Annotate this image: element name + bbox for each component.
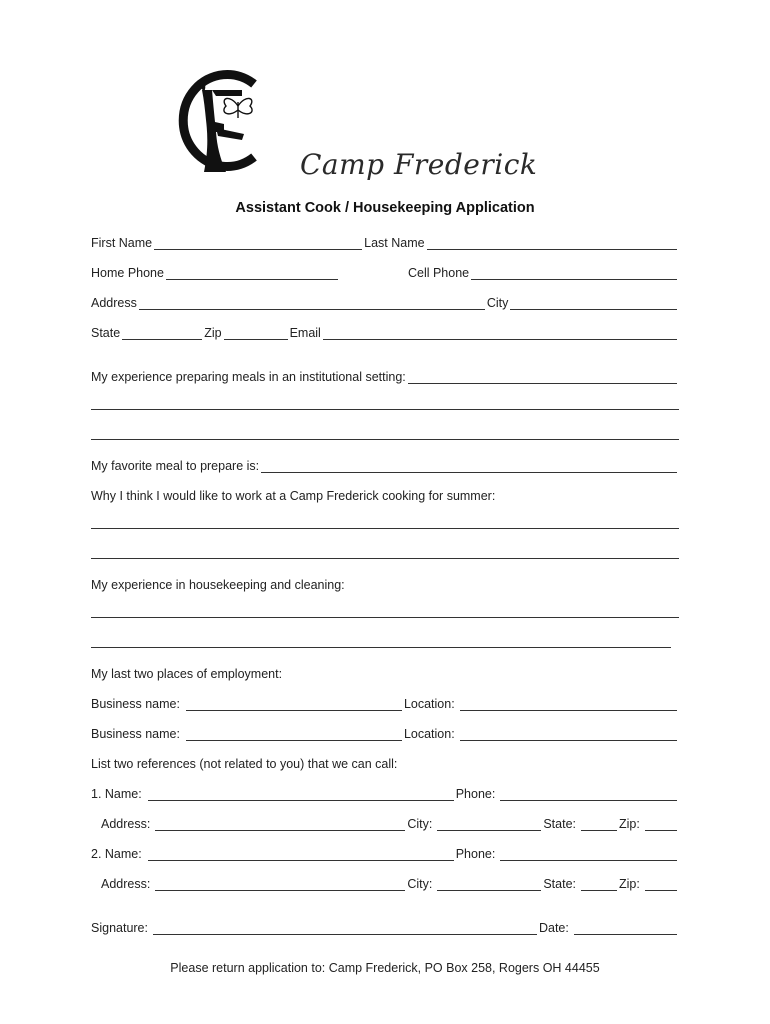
first-name-field[interactable] (154, 236, 362, 250)
home-phone-label: Home Phone (91, 266, 164, 280)
email-field[interactable] (323, 326, 677, 340)
housekeeping-row (91, 574, 679, 592)
business-name-field[interactable] (186, 697, 402, 711)
institutional-question: My experience preparing meals in an institutional setting: (91, 370, 406, 384)
reference-zip-field[interactable] (645, 817, 677, 831)
favorite-meal-question: My favorite meal to prepare is: (91, 459, 260, 473)
tree-butterfly-logo-icon (162, 62, 272, 177)
signature-label: Signature: (91, 921, 148, 935)
employment-heading-row (91, 663, 679, 681)
address-label: Address (91, 296, 137, 310)
signature-field[interactable] (153, 921, 537, 935)
phone-row (91, 262, 679, 280)
state-field[interactable] (122, 326, 202, 340)
why-work-answer-line[interactable] (91, 528, 679, 529)
institutional-answer-line[interactable] (91, 439, 679, 440)
last-name-field[interactable] (427, 236, 677, 250)
business-row-2 (91, 723, 679, 741)
home-phone-field[interactable] (166, 266, 338, 280)
reference-phone-field[interactable] (500, 847, 677, 861)
address-row (91, 292, 679, 310)
cell-phone-label: Cell Phone (407, 266, 470, 280)
business-name-field[interactable] (186, 727, 402, 741)
reference-name-label: 1. Name: (91, 787, 142, 801)
camp-logo (162, 62, 272, 177)
references-heading-row (91, 753, 679, 771)
form-title: Assistant Cook / Housekeeping Application (235, 200, 535, 216)
employment-heading: My last two places of employment: (91, 667, 283, 681)
reference-2-name-row (91, 843, 679, 861)
reference-1-name-row (91, 783, 679, 801)
location-label: Location: (403, 727, 455, 741)
housekeeping-answer-line[interactable] (91, 617, 679, 618)
institutional-row (91, 366, 679, 384)
reference-address-field[interactable] (155, 877, 405, 891)
reference-name-field[interactable] (148, 787, 454, 801)
reference-address-field[interactable] (155, 817, 405, 831)
favorite-meal-row (91, 455, 679, 473)
housekeeping-answer-line[interactable] (91, 647, 671, 648)
reference-name-label: 2. Name: (91, 847, 142, 861)
business-name-label: Business name: (91, 727, 180, 741)
reference-city-label: City: (407, 817, 433, 831)
favorite-meal-field[interactable] (261, 459, 677, 473)
address-field[interactable] (139, 296, 485, 310)
housekeeping-question: My experience in housekeeping and cleaning: (91, 578, 345, 592)
state-label: State (91, 326, 121, 340)
why-work-answer-line[interactable] (91, 558, 679, 559)
camp-name-title: Camp Frederick (300, 148, 538, 181)
reference-city-field[interactable] (437, 877, 541, 891)
reference-zip-label: Zip: (619, 817, 640, 831)
date-field[interactable] (574, 921, 677, 935)
business-row-1 (91, 693, 679, 711)
reference-city-label: City: (407, 877, 433, 891)
reference-phone-label: Phone: (455, 847, 496, 861)
reference-city-field[interactable] (437, 817, 541, 831)
city-field[interactable] (510, 296, 677, 310)
reference-phone-field[interactable] (500, 787, 677, 801)
reference-state-field[interactable] (581, 877, 617, 891)
first-name-label: First Name (91, 236, 153, 250)
name-row (91, 232, 679, 250)
reference-2-address-row (101, 873, 679, 891)
reference-address-label: Address: (101, 817, 151, 831)
why-work-question: Why I think I would like to work at a Camp Frederick cooking for summer: (91, 489, 496, 503)
why-work-row (91, 485, 679, 503)
zip-field[interactable] (224, 326, 288, 340)
return-address-footer: Please return application to: Camp Frederick, PO Box 258, Rogers OH 44455 (170, 961, 600, 975)
references-heading: List two references (not related to you) that we can call: (91, 757, 398, 771)
cell-phone-field[interactable] (471, 266, 677, 280)
institutional-answer-line[interactable] (91, 409, 679, 410)
reference-phone-label: Phone: (455, 787, 496, 801)
signature-row (91, 917, 679, 935)
reference-1-address-row (101, 813, 679, 831)
reference-state-label: State: (543, 817, 577, 831)
date-label: Date: (538, 921, 569, 935)
email-label: Email (289, 326, 321, 340)
location-label: Location: (403, 697, 455, 711)
state-zip-email-row (91, 322, 679, 340)
reference-state-field[interactable] (581, 817, 617, 831)
city-label: City (486, 296, 509, 310)
zip-label: Zip (204, 326, 222, 340)
business-name-label: Business name: (91, 697, 180, 711)
reference-name-field[interactable] (148, 847, 454, 861)
location-field[interactable] (460, 727, 677, 741)
last-name-label: Last Name (364, 236, 425, 250)
reference-address-label: Address: (101, 877, 151, 891)
location-field[interactable] (460, 697, 677, 711)
reference-zip-field[interactable] (645, 877, 677, 891)
reference-zip-label: Zip: (619, 877, 640, 891)
institutional-answer-field[interactable] (408, 370, 677, 384)
reference-state-label: State: (543, 877, 577, 891)
